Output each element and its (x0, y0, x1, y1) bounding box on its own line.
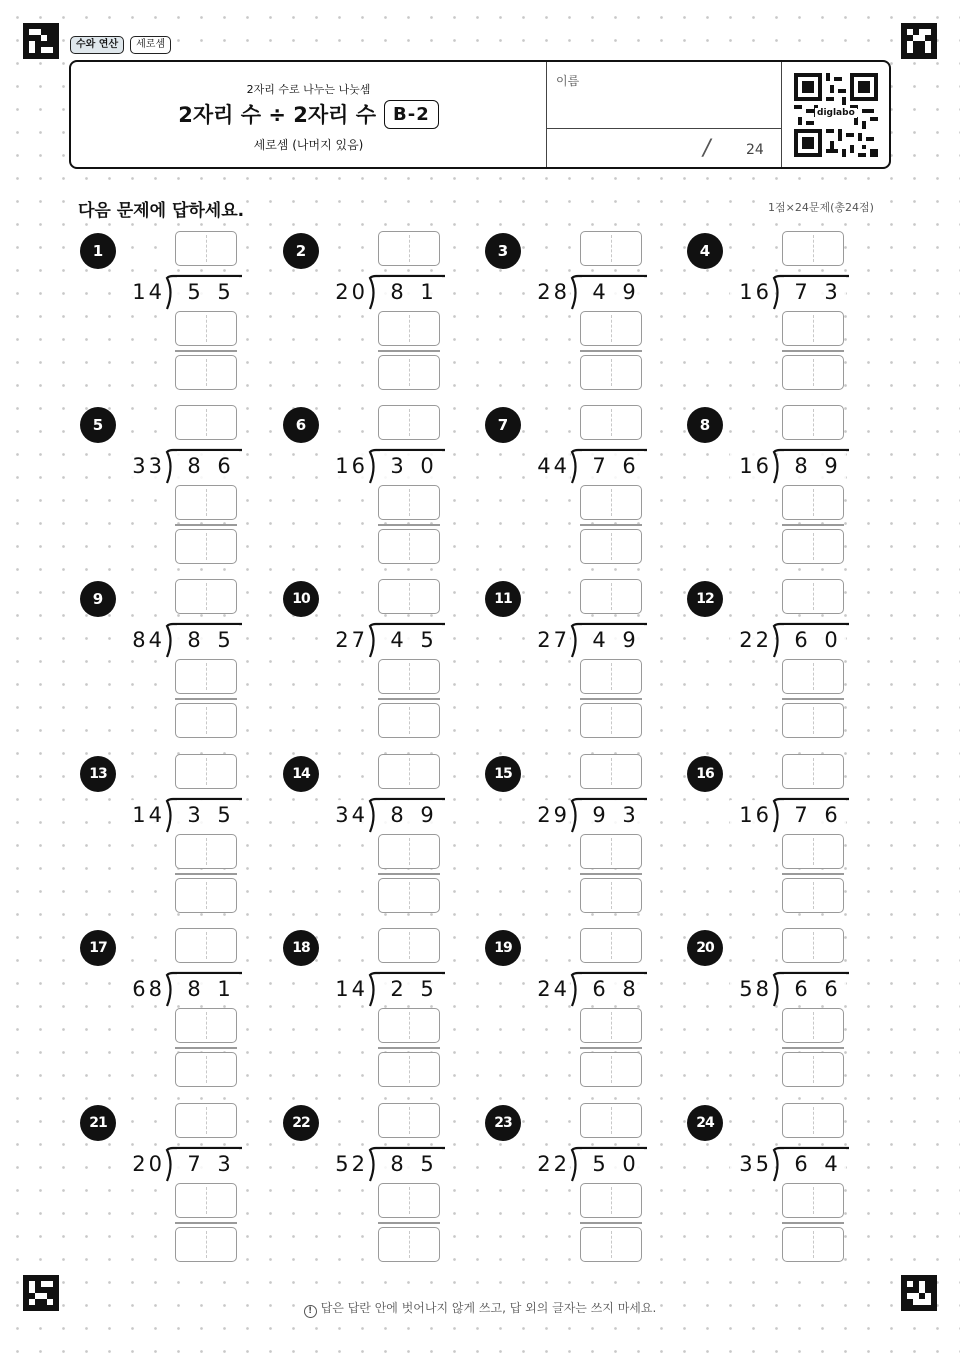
dividend-ones-digit: 3 (824, 280, 838, 304)
subtraction-line (378, 873, 440, 875)
subtraction-line (782, 873, 844, 875)
dividend-ones-digit: 5 (420, 1152, 434, 1176)
dividend-ones-digit: 9 (622, 628, 636, 652)
remainder-answer-box[interactable] (175, 878, 237, 913)
divisor: 24 (528, 974, 570, 1004)
divisor: 28 (528, 277, 570, 307)
divisor: 52 (326, 1149, 368, 1179)
footer-note (0, 1299, 960, 1318)
divisor: 58 (730, 974, 772, 1004)
product-answer-box[interactable] (175, 1008, 237, 1043)
title-section (71, 62, 547, 167)
problem-number-badge: 16 (687, 756, 723, 792)
dividend (784, 1149, 846, 1179)
problem-12 (687, 581, 867, 731)
product-answer-box[interactable] (175, 1183, 237, 1218)
subtraction-line (580, 1047, 642, 1049)
divisor: 84 (123, 625, 165, 655)
divisor: 22 (730, 625, 772, 655)
dividend (582, 974, 644, 1004)
product-answer-box[interactable] (782, 485, 844, 520)
dividend-tens-digit: 8 (794, 454, 808, 478)
dividend-tens-digit: 6 (794, 1152, 808, 1176)
divisor: 35 (730, 1149, 772, 1179)
dividend-ones-digit: 3 (217, 1152, 231, 1176)
dividend-tens-digit: 8 (187, 628, 201, 652)
problem-22 (283, 1105, 463, 1255)
remainder-answer-box[interactable] (782, 703, 844, 738)
dividend-ones-digit: 6 (824, 977, 838, 1001)
divisor: 16 (730, 451, 772, 481)
dividend-tens-digit: 7 (187, 1152, 201, 1176)
dividend-ones-digit: 6 (217, 454, 231, 478)
dividend-ones-digit: 5 (217, 280, 231, 304)
divisor: 68 (123, 974, 165, 1004)
category-tags (70, 36, 171, 54)
quotient-answer-box[interactable] (378, 1103, 440, 1138)
dividend-ones-digit: 6 (622, 454, 636, 478)
dividend-tens-digit: 8 (187, 454, 201, 478)
problem-10 (283, 581, 463, 731)
problem-number-badge: 19 (485, 930, 521, 966)
quotient-answer-box[interactable] (782, 754, 844, 789)
subtraction-line (175, 873, 237, 875)
problem-9 (80, 581, 260, 731)
problem-number-badge: 3 (485, 233, 521, 269)
problem-number-badge: 23 (485, 1105, 521, 1141)
problem-5 (80, 407, 260, 557)
subtraction-line (175, 524, 237, 526)
subtraction-line (378, 1047, 440, 1049)
problem-8 (687, 407, 867, 557)
subtraction-line (580, 873, 642, 875)
product-answer-box[interactable] (782, 311, 844, 346)
remainder-answer-box[interactable] (378, 1227, 440, 1262)
dividend-tens-digit: 6 (592, 977, 606, 1001)
problem-number-badge: 15 (485, 756, 521, 792)
problem-number-badge: 14 (283, 756, 319, 792)
dividend (177, 277, 239, 307)
problem-number-badge: 8 (687, 407, 723, 443)
problem-number-badge: 7 (485, 407, 521, 443)
problem-number-badge: 4 (687, 233, 723, 269)
info-circle-icon: ! (304, 1305, 317, 1318)
remainder-answer-box[interactable] (175, 1227, 237, 1262)
product-answer-box[interactable] (782, 1008, 844, 1043)
dividend-ones-digit: 0 (420, 454, 434, 478)
product-answer-box[interactable] (378, 834, 440, 869)
subtraction-line (580, 1222, 642, 1224)
subtraction-line (782, 1222, 844, 1224)
product-answer-box[interactable] (580, 485, 642, 520)
remainder-answer-box[interactable] (782, 1052, 844, 1087)
remainder-answer-box[interactable] (175, 703, 237, 738)
dividend-tens-digit: 3 (187, 803, 201, 827)
problem-number-badge: 18 (283, 930, 319, 966)
worksheet-description: 세로셈 (나머지 있음) (253, 138, 364, 152)
product-answer-box[interactable] (378, 485, 440, 520)
quotient-answer-box[interactable] (782, 928, 844, 963)
divisor: 44 (528, 451, 570, 481)
product-answer-box[interactable] (782, 1183, 844, 1218)
remainder-answer-box[interactable] (378, 355, 440, 390)
problem-number-badge: 1 (80, 233, 116, 269)
dividend (582, 451, 644, 481)
problem-number-badge: 13 (80, 756, 116, 792)
subtraction-line (580, 350, 642, 352)
divisor: 33 (123, 451, 165, 481)
remainder-answer-box[interactable] (580, 1052, 642, 1087)
problem-number-badge: 2 (283, 233, 319, 269)
dividend-ones-digit: 9 (420, 803, 434, 827)
subtraction-line (378, 350, 440, 352)
qr-brand-label: diglabo (817, 108, 855, 118)
subtraction-line (580, 698, 642, 700)
product-answer-box[interactable] (580, 1008, 642, 1043)
qr-section (782, 62, 889, 167)
worksheet-subtitle: 2자리 수로 나누는 나눗셈 (246, 83, 371, 96)
divisor: 27 (326, 625, 368, 655)
dividend-ones-digit: 9 (824, 454, 838, 478)
problem-number-badge: 24 (687, 1105, 723, 1141)
dividend-tens-digit: 7 (592, 454, 606, 478)
score-total: 24 (746, 142, 764, 158)
dividend-ones-digit: 8 (622, 977, 636, 1001)
dividend (380, 1149, 442, 1179)
tag-category: 수와 연산 (70, 36, 124, 54)
quotient-answer-box[interactable] (175, 754, 237, 789)
dividend-tens-digit: 7 (794, 280, 808, 304)
dividend-ones-digit: 5 (420, 628, 434, 652)
remainder-answer-box[interactable] (175, 529, 237, 564)
footer-note-wrap (300, 1301, 661, 1315)
problem-number-badge: 22 (283, 1105, 319, 1141)
subtraction-line (782, 698, 844, 700)
divisor: 22 (528, 1149, 570, 1179)
remainder-answer-box[interactable] (782, 529, 844, 564)
dividend (784, 800, 846, 830)
instructions: 다음 문제에 답하세요. (76, 196, 246, 221)
problem-15 (485, 756, 665, 906)
problem-number-badge: 9 (80, 581, 116, 617)
divisor: 14 (123, 277, 165, 307)
problem-17 (80, 930, 260, 1080)
product-answer-box[interactable] (175, 485, 237, 520)
product-answer-box[interactable] (782, 659, 844, 694)
product-answer-box[interactable] (175, 659, 237, 694)
dividend-tens-digit: 8 (187, 977, 201, 1001)
problem-24 (687, 1105, 867, 1255)
dividend (582, 1149, 644, 1179)
quotient-answer-box[interactable] (175, 231, 237, 266)
subtraction-line (378, 698, 440, 700)
dividend (784, 277, 846, 307)
quotient-answer-box[interactable] (580, 579, 642, 614)
subtraction-line (782, 524, 844, 526)
divisor: 29 (528, 800, 570, 830)
dividend-tens-digit: 4 (390, 628, 404, 652)
dividend (177, 1149, 239, 1179)
problem-3 (485, 233, 665, 383)
subtraction-line (782, 350, 844, 352)
problem-number-badge: 21 (80, 1105, 116, 1141)
dividend-tens-digit: 2 (390, 977, 404, 1001)
product-answer-box[interactable] (378, 1008, 440, 1043)
quotient-answer-box[interactable] (378, 405, 440, 440)
dividend-ones-digit: 4 (824, 1152, 838, 1176)
worksheet-title: 2자리 수 ÷ 2자리 수 (178, 103, 377, 127)
quotient-answer-box[interactable] (580, 754, 642, 789)
quotient-answer-box[interactable] (378, 579, 440, 614)
score-slash: / (703, 136, 711, 161)
corner-marker-top-right-icon (901, 23, 937, 59)
remainder-answer-box[interactable] (580, 355, 642, 390)
remainder-answer-box[interactable] (378, 1052, 440, 1087)
subtraction-line (175, 698, 237, 700)
divisor: 34 (326, 800, 368, 830)
dividend (380, 451, 442, 481)
dividend (177, 451, 239, 481)
dividend-ones-digit: 6 (824, 803, 838, 827)
quotient-answer-box[interactable] (175, 579, 237, 614)
problem-21 (80, 1105, 260, 1255)
quotient-answer-box[interactable] (175, 928, 237, 963)
name-divider (547, 128, 781, 129)
subtraction-line (378, 524, 440, 526)
problem-1 (80, 233, 260, 383)
remainder-answer-box[interactable] (580, 878, 642, 913)
dividend-tens-digit: 4 (592, 628, 606, 652)
dividend (784, 451, 846, 481)
product-answer-box[interactable] (782, 834, 844, 869)
divisor: 14 (326, 974, 368, 1004)
problem-14 (283, 756, 463, 906)
remainder-answer-box[interactable] (580, 529, 642, 564)
tag-method: 세로셈 (130, 36, 171, 54)
remainder-answer-box[interactable] (782, 355, 844, 390)
name-label: 이름 (556, 74, 580, 88)
product-answer-box[interactable] (175, 834, 237, 869)
subtraction-line (782, 1047, 844, 1049)
product-answer-box[interactable] (378, 311, 440, 346)
problem-18 (283, 930, 463, 1080)
remainder-answer-box[interactable] (580, 703, 642, 738)
problem-23 (485, 1105, 665, 1255)
problem-2 (283, 233, 463, 383)
dividend (380, 800, 442, 830)
dividend-tens-digit: 5 (592, 1152, 606, 1176)
quotient-answer-box[interactable] (378, 754, 440, 789)
divisor: 27 (528, 625, 570, 655)
quotient-answer-box[interactable] (378, 928, 440, 963)
subtraction-line (378, 1222, 440, 1224)
dividend (380, 625, 442, 655)
remainder-answer-box[interactable] (782, 878, 844, 913)
dividend-tens-digit: 8 (390, 280, 404, 304)
points-info: 1점×24문제(총24점) (768, 201, 874, 214)
dividend-tens-digit: 4 (592, 280, 606, 304)
product-answer-box[interactable] (580, 659, 642, 694)
quotient-answer-box[interactable] (378, 231, 440, 266)
quotient-answer-box[interactable] (175, 1103, 237, 1138)
problem-16 (687, 756, 867, 906)
dividend-ones-digit: 1 (217, 977, 231, 1001)
remainder-answer-box[interactable] (175, 355, 237, 390)
dividend-ones-digit: 5 (217, 803, 231, 827)
problem-6 (283, 407, 463, 557)
product-answer-box[interactable] (378, 1183, 440, 1218)
remainder-answer-box[interactable] (782, 1227, 844, 1262)
dividend-ones-digit: 0 (824, 628, 838, 652)
product-answer-box[interactable] (580, 834, 642, 869)
dividend (582, 625, 644, 655)
problem-7 (485, 407, 665, 557)
problem-20 (687, 930, 867, 1080)
product-answer-box[interactable] (378, 659, 440, 694)
dividend-tens-digit: 9 (592, 803, 606, 827)
worksheet-header (69, 60, 891, 169)
quotient-answer-box[interactable] (782, 1103, 844, 1138)
dividend-ones-digit: 5 (420, 977, 434, 1001)
worksheet-title-row (71, 99, 546, 129)
remainder-answer-box[interactable] (580, 1227, 642, 1262)
problem-number-badge: 5 (80, 407, 116, 443)
dividend-tens-digit: 8 (390, 1152, 404, 1176)
subtraction-line (175, 350, 237, 352)
product-answer-box[interactable] (580, 311, 642, 346)
dividend-tens-digit: 5 (187, 280, 201, 304)
problem-4 (687, 233, 867, 383)
product-answer-box[interactable] (580, 1183, 642, 1218)
divisor: 16 (326, 451, 368, 481)
subtraction-line (580, 524, 642, 526)
name-score-section (547, 62, 782, 167)
quotient-answer-box[interactable] (782, 405, 844, 440)
dividend-tens-digit: 6 (794, 977, 808, 1001)
remainder-answer-box[interactable] (378, 878, 440, 913)
subtraction-line (175, 1222, 237, 1224)
quotient-answer-box[interactable] (580, 928, 642, 963)
dividend-tens-digit: 7 (794, 803, 808, 827)
problem-11 (485, 581, 665, 731)
footer-text: 답은 답란 안에 벗어나지 않게 쓰고, 답 외의 글자는 쓰지 마세요. (320, 1301, 657, 1315)
dividend-ones-digit: 5 (217, 628, 231, 652)
dividend (380, 277, 442, 307)
dividend (177, 800, 239, 830)
remainder-answer-box[interactable] (378, 703, 440, 738)
problem-number-badge: 6 (283, 407, 319, 443)
subtraction-line (175, 1047, 237, 1049)
remainder-answer-box[interactable] (175, 1052, 237, 1087)
dividend (784, 625, 846, 655)
dividend-ones-digit: 9 (622, 280, 636, 304)
dividend-ones-digit: 0 (622, 1152, 636, 1176)
dividend (380, 974, 442, 1004)
divisor: 16 (730, 277, 772, 307)
quotient-answer-box[interactable] (175, 405, 237, 440)
quotient-answer-box[interactable] (580, 1103, 642, 1138)
dividend-tens-digit: 3 (390, 454, 404, 478)
problem-number-badge: 11 (485, 581, 521, 617)
dividend (177, 974, 239, 1004)
worksheet-code-badge: B-2 (384, 100, 439, 129)
dividend-tens-digit: 8 (390, 803, 404, 827)
quotient-answer-box[interactable] (580, 231, 642, 266)
divisor: 14 (123, 800, 165, 830)
quotient-answer-box[interactable] (782, 231, 844, 266)
remainder-answer-box[interactable] (378, 529, 440, 564)
divisor: 16 (730, 800, 772, 830)
problem-number-badge: 12 (687, 581, 723, 617)
problem-number-badge: 10 (283, 581, 319, 617)
problem-number-badge: 17 (80, 930, 116, 966)
dividend (582, 277, 644, 307)
dividend-ones-digit: 3 (622, 803, 636, 827)
product-answer-box[interactable] (175, 311, 237, 346)
dividend-tens-digit: 6 (794, 628, 808, 652)
corner-marker-top-left-icon (23, 23, 59, 59)
dividend (784, 974, 846, 1004)
quotient-answer-box[interactable] (580, 405, 642, 440)
divisor: 20 (123, 1149, 165, 1179)
problem-19 (485, 930, 665, 1080)
dividend (582, 800, 644, 830)
problem-13 (80, 756, 260, 906)
quotient-answer-box[interactable] (782, 579, 844, 614)
dividend (177, 625, 239, 655)
dividend-ones-digit: 1 (420, 280, 434, 304)
divisor: 20 (326, 277, 368, 307)
problem-number-badge: 20 (687, 930, 723, 966)
